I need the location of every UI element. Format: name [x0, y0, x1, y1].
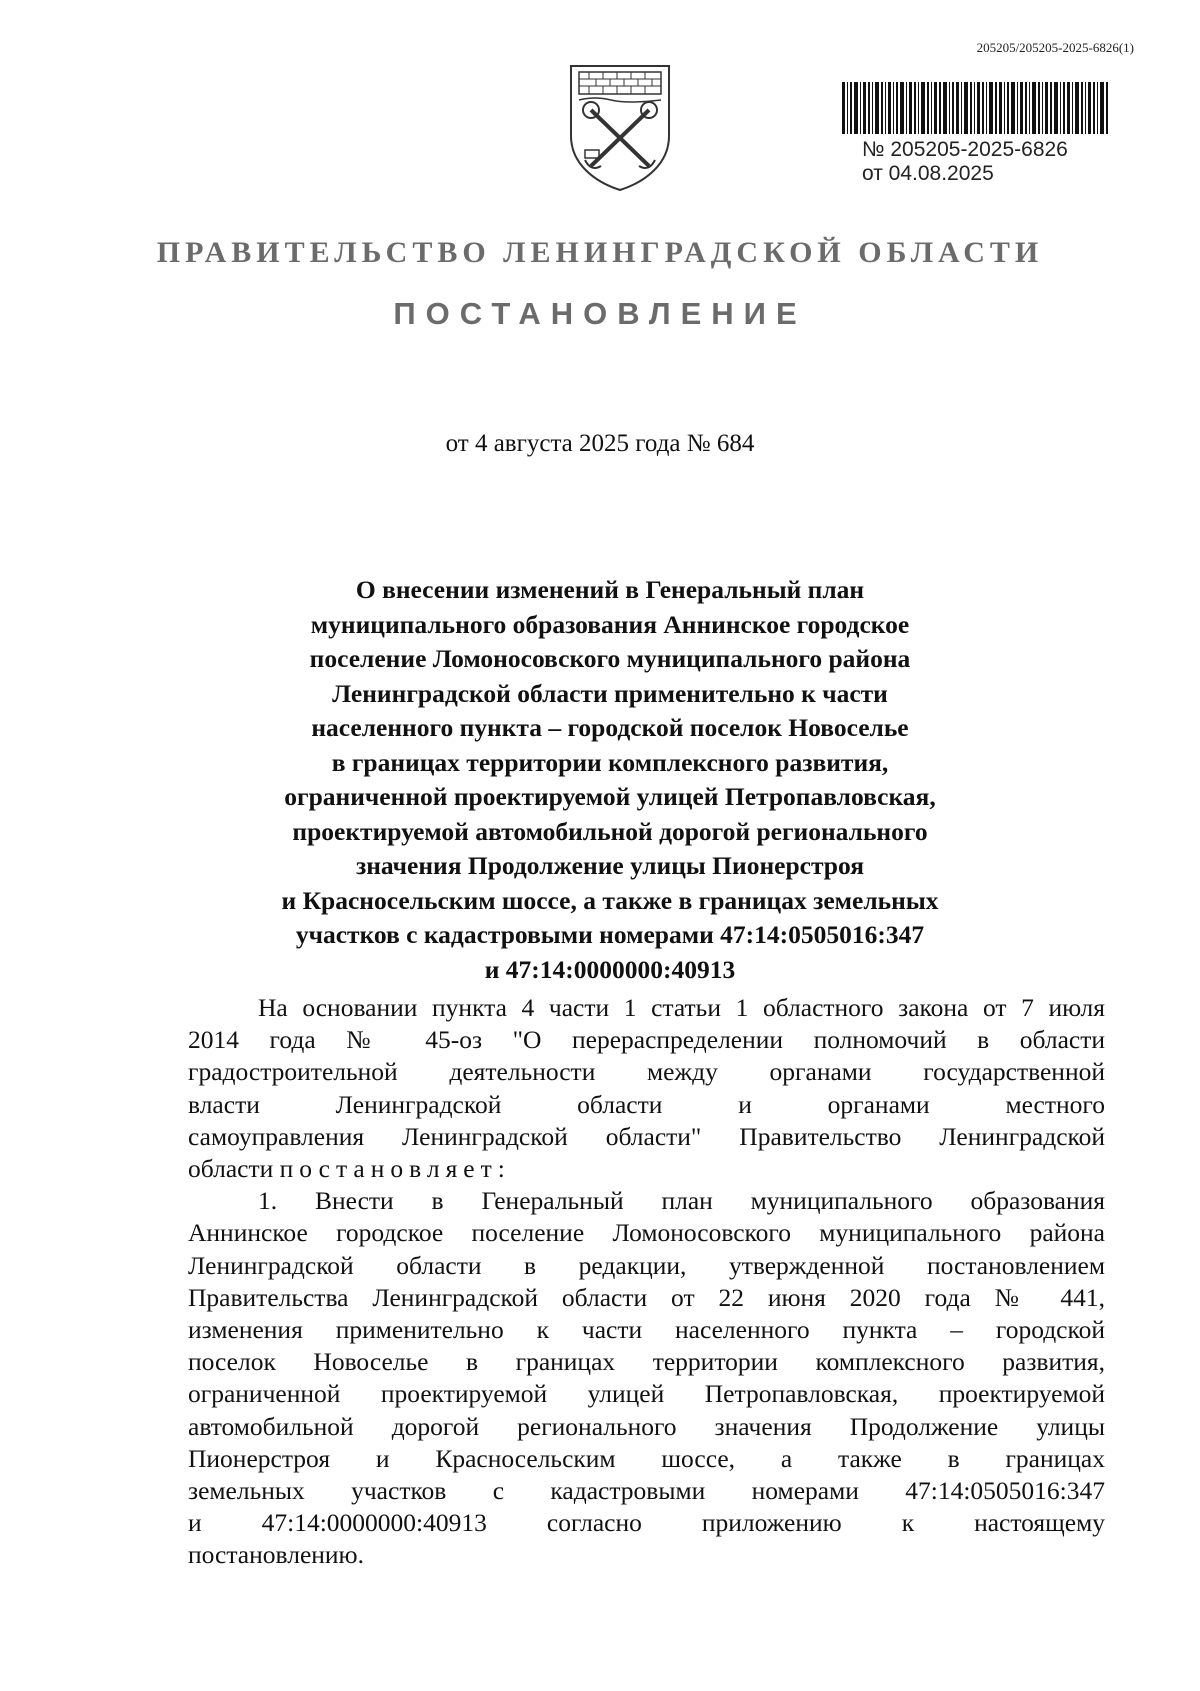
subject-line: значения Продолжение улицы Пионерстроя: [355, 851, 865, 880]
document-body: [188, 992, 1105, 1572]
preamble-decree-line: [188, 1153, 1105, 1185]
document-date-number: от 4 августа 2025 года № 684: [445, 430, 755, 457]
document-type: ПОСТАНОВЛЕНИЕ: [393, 296, 807, 331]
subject-line: проектируемой автомобильной дорогой регионального: [292, 816, 928, 846]
subject-line: и Красносельским шоссе, а также в границах земельных: [281, 885, 939, 915]
subject-line: О внесении изменений в Генеральный план: [355, 575, 865, 604]
item1-line: ограниченной проектируемой улицей Петропавловская, проектируемой: [188, 1379, 1105, 1409]
item1-line: поселок Новоселье в границах территории комплексного развития,: [188, 1347, 1105, 1377]
item1-line: Правительства Ленинградской области от 22 июня 2020 года № 441,: [188, 1282, 1105, 1312]
preamble-line: власти Ленинградской области и органами местного: [188, 1089, 1105, 1119]
preamble-line: самоуправления Ленинградской области" Правительство Ленинградской: [188, 1121, 1105, 1151]
item1-line: и 47:14:0000000:40913 согласно приложению к настоящему: [188, 1508, 1105, 1538]
preamble-line: На основании пункта 4 части 1 статьи 1 областного закона от 7 июля: [258, 993, 1105, 1022]
preamble-end: области: [188, 1154, 274, 1184]
registration-date: от 04.08.2025: [862, 162, 994, 185]
barcode-icon: [842, 82, 1110, 134]
subject-line: поселение Ломоносовского муниципального района: [309, 644, 911, 673]
preamble-line: 2014 года № 45-оз "О перераспределении полномочий в области: [188, 1025, 1105, 1055]
decree-word: постановляет:: [279, 1154, 511, 1184]
subject-line: в границах территории комплексного развития,: [331, 747, 889, 777]
subject-line: муниципального образования Аннинское городское: [310, 609, 910, 639]
registration-number: № 205205-2025-6826: [862, 138, 1068, 161]
item1-line: земельных участков с кадастровыми номерами 47:14:0505016:347: [188, 1476, 1105, 1506]
item1-line: автомобильной дорогой регионального значения Продолжение улицы: [188, 1411, 1105, 1441]
registration-stamp: [862, 138, 1068, 186]
leningrad-oblast-coat-of-arms-icon: [565, 62, 675, 194]
subject-line: Ленинградской области применительно к части: [332, 678, 888, 708]
item1-line: Аннинское городское поселение Ломоносовского муниципального района: [188, 1218, 1105, 1248]
subject-line: участков с кадастровыми номерами 47:14:0505016:347: [295, 920, 925, 949]
item1-line: 1. Внести в Генеральный план муниципального образования: [258, 1186, 1105, 1216]
government-title: ПРАВИТЕЛЬСТВО ЛЕНИНГРАДСКОЙ ОБЛАСТИ: [156, 236, 1044, 269]
item1-line: Ленинградской области в редакции, утвержденной постановлением: [188, 1250, 1105, 1280]
item1-line: постановлению.: [188, 1540, 364, 1570]
document-subject: [250, 573, 970, 987]
preamble-line: градостроительной деятельности между органами государственной: [188, 1057, 1105, 1087]
subject-line: и 47:14:0000000:40913: [484, 954, 736, 984]
subject-line: ограниченной проектируемой улицей Петропавловская,: [284, 782, 936, 811]
document-reference-number: 205205/205205-2025-6826(1): [976, 40, 1134, 55]
item1-line: изменения применительно к части населенного пункта – городской: [188, 1315, 1105, 1345]
item1-line: Пионерстроя и Красносельским шоссе, а также в границах: [188, 1443, 1105, 1473]
subject-line: населенного пункта – городской поселок Новоселье: [311, 713, 909, 742]
